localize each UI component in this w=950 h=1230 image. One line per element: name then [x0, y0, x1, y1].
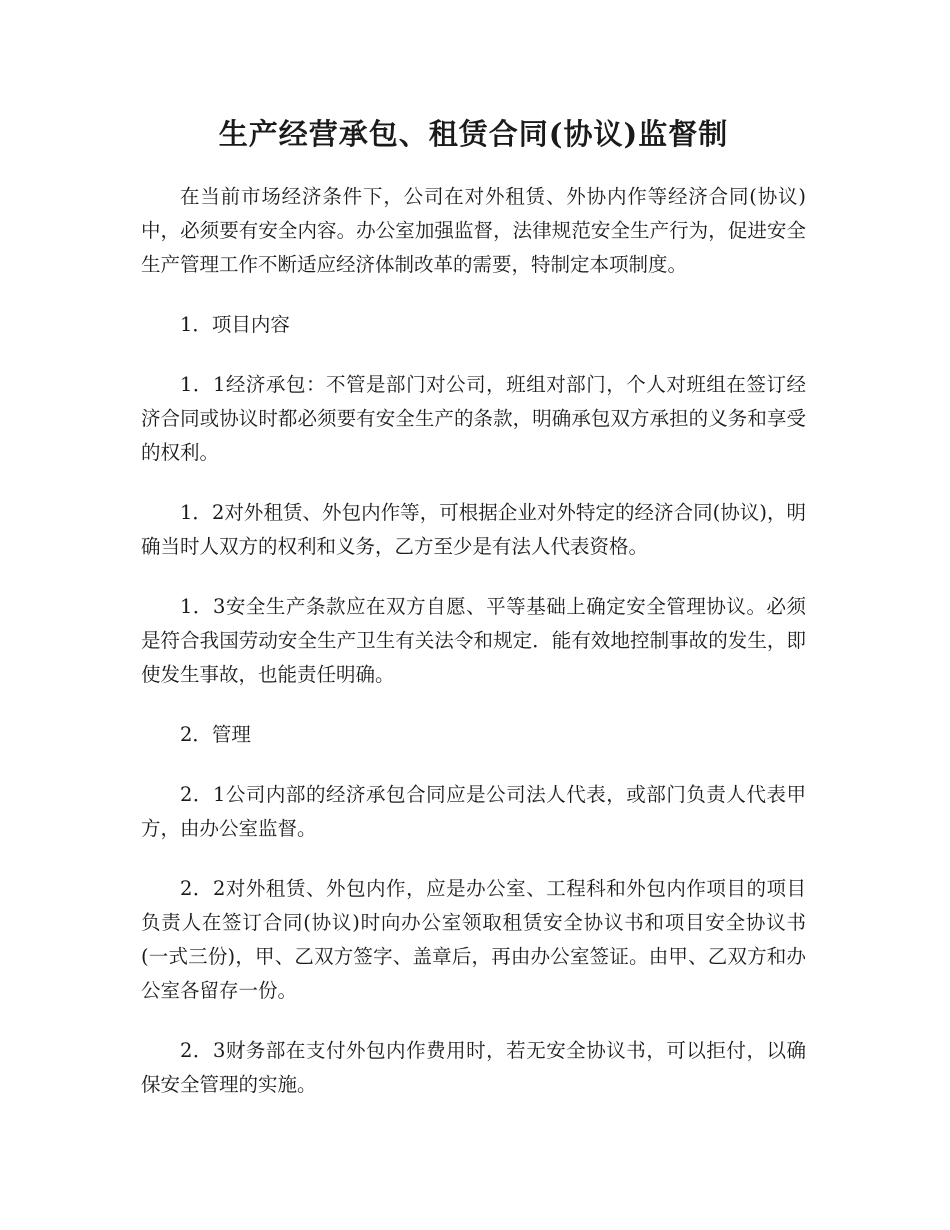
clause-2-3: 2．3财务部在支付外包内作费用时，若无安全协议书，可以拒付，以确保安全管理的实施。	[141, 1039, 806, 1096]
document-body	[141, 110, 806, 1128]
clause-1-3: 1．3安全生产条款应在双方自愿、平等基础上确定安全管理协议。必须是符合我国劳动安全生产卫生有关法令和规定．能有效地控制事故的发生，即使发生事故，也能责任明确。	[141, 595, 806, 686]
section-heading-project-content: 1．项目内容	[180, 313, 290, 336]
clause-2-2: 2．2对外租赁、外包内作，应是办公室、工程科和外包内作项目的项目负责人在签订合同(协议)时向办公室领取租赁安全协议书和项目安全协议书(一式三份)，甲、乙双方签字、盖章后，再由办公室签证。由甲、乙双方和办公室各留存一份。	[141, 877, 806, 1002]
intro-paragraph: 在当前市场经济条件下，公司在对外租赁、外协内作等经济合同(协议)中，必须要有安全内容。办公室加强监督，法律规范安全生产行为，促进安全生产管理工作不断适应经济体制改革的需要，特制定本项制度。	[141, 185, 806, 276]
clause-1-1: 1．1经济承包：不管是部门对公司，班组对部门，个人对班组在签订经济合同或协议时都必须要有安全生产的条款，明确承包双方承担的义务和享受的权利。	[141, 373, 806, 464]
clause-2-1: 2．1公司内部的经济承包合同应是公司法人代表，或部门负责人代表甲方，由办公室监督。	[141, 783, 806, 840]
clause-1-2: 1．2对外租赁、外包内作等，可根据企业对外特定的经济合同(协议)，明确当时人双方的权利和义务，乙方至少是有法人代表资格。	[141, 501, 806, 558]
document-title: 生产经营承包、租赁合同(协议)监督制	[218, 117, 729, 151]
section-heading-management: 2．管理	[180, 723, 251, 746]
